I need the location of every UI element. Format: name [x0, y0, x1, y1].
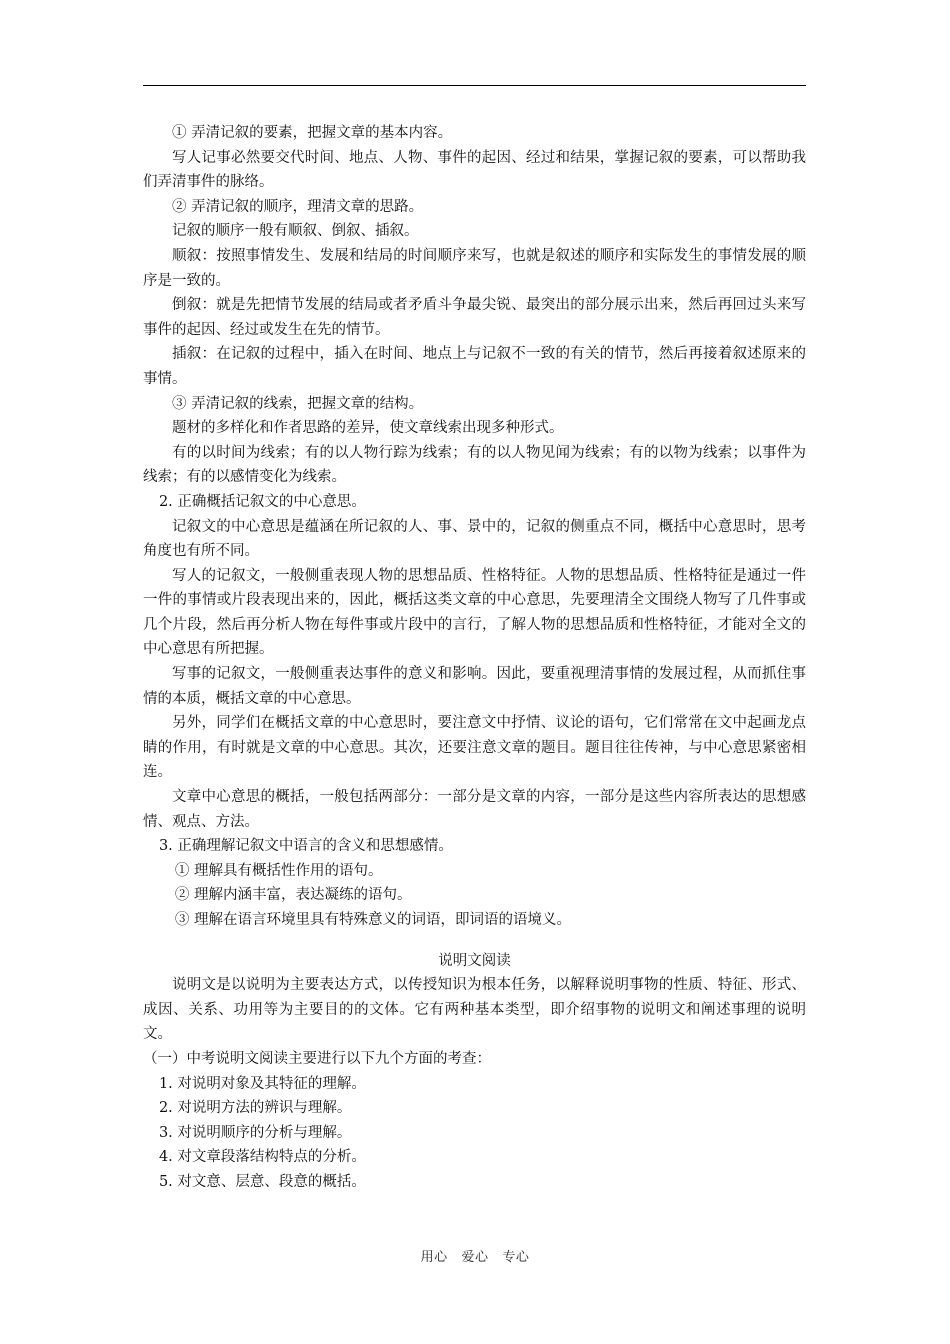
- paragraph: 有的以时间为线索；有的以人物行踪为线索；有的以人物见闻为线索；有的以物为线索；以事件为线索；有的以感情变化为线索。: [143, 444, 806, 486]
- list-item: 5. 对文意、层意、段意的概括。: [158, 1173, 366, 1190]
- paragraph: ③ 弄清记叙的线索，把握文章的结构。: [172, 395, 424, 412]
- header-rule: [143, 85, 806, 86]
- list-item: 2. 对说明方法的辨识与理解。: [158, 1100, 352, 1117]
- paragraph: ② 弄清记叙的顺序，理清文章的思路。: [172, 198, 424, 215]
- section-title: 说明文阅读: [438, 952, 511, 969]
- paragraph: 另外，同学们在概括文章的中心意思时，要注意文中抒情、议论的语句，它们常常在文中起画龙点睛的作用，有时就是文章的中心意思。其次，还要注意文章的题目。题目往往传神，与中心意思紧密相连。: [143, 715, 806, 781]
- paragraph: 顺叙：按照事情发生、发展和结局的时间顺序来写，也就是叙述的顺序和实际发生的事情发展的顺序是一致的。: [143, 247, 806, 289]
- paragraph: 记叙文的中心意思是蕴涵在所记叙的人、事、景中的，记叙的侧重点不同，概括中心意思时，思考角度也有所不同。: [143, 518, 806, 560]
- paragraph: 记叙的顺序一般有顺叙、倒叙、插叙。: [172, 223, 419, 240]
- sub-item: ① 理解具有概括性作用的语句。: [174, 862, 383, 879]
- paragraph: 写人记事必然要交代时间、地点、人物、事件的起因、经过和结果，掌握记叙的要素，可以帮助我们弄清事件的脉络。: [143, 149, 806, 191]
- paragraph: 文章中心意思的概括，一般包括两部分：一部分是文章的内容，一部分是这些内容所表达的思想感情、观点、方法。: [143, 789, 806, 830]
- paragraph: 说明文是以说明为主要表达方式，以传授知识为根本任务，以解释说明事物的性质、特征、形式、成因、关系、功用等为主要目的的文体。它有两种基本类型，即介绍事物的说明文和阐述事理的说明文。: [143, 977, 806, 1043]
- numbered-heading: 3. 正确理解记叙文中语言的含义和思想感情。: [158, 838, 453, 855]
- document-body: [143, 121, 806, 1195]
- paragraph: （一）中考说明文阅读主要进行以下九个方面的考查：: [143, 1050, 491, 1067]
- page-footer: 用心 爱心 专心: [420, 1250, 530, 1265]
- paragraph: 写事的记叙文，一般侧重表达事件的意义和影响。因此，要重视理清事情的发展过程，从而抓住事情的本质，概括文章的中心意思。: [143, 666, 806, 707]
- list-item: 1. 对说明对象及其特征的理解。: [158, 1075, 366, 1092]
- paragraph: 写人的记叙文，一般侧重表现人物的思想品质、性格特征。人物的思想品质、性格特征是通过一件一件的事情或片段表现出来的，因此，概括这类文章的中心意思，先要理清全文围绕人物写了几件事或几个片段，然后再分析人物在每件事或片段中的言行，了解人物的思想品质和性格特征，才能对全文的中心意思有所把握。: [143, 567, 806, 658]
- paragraph: 插叙：在记叙的过程中，插入在时间、地点上与记叙不一致的有关的情节，然后再接着叙述原来的事情。: [143, 346, 806, 387]
- paragraph: ① 弄清记叙的要素，把握文章的基本内容。: [172, 125, 453, 141]
- sub-item: ② 理解内涵丰富，表达凝练的语句。: [174, 887, 412, 904]
- list-item: 3. 对说明顺序的分析与理解。: [158, 1124, 352, 1141]
- paragraph: 倒叙：就是先把情节发展的结局或者矛盾斗争最尖锐、最突出的部分展示出来，然后再回过头来写事件的起因、经过或发生在先的情节。: [143, 297, 806, 338]
- list-item: 4. 对文章段落结构特点的分析。: [158, 1149, 366, 1166]
- numbered-heading: 2. 正确概括记叙文的中心意思。: [158, 493, 366, 510]
- paragraph: 题材的多样化和作者思路的差异，使文章线索出现多种形式。: [172, 420, 564, 437]
- sub-item: ③ 理解在语言环境里具有特殊意义的词语，即词语的语境义。: [174, 912, 571, 928]
